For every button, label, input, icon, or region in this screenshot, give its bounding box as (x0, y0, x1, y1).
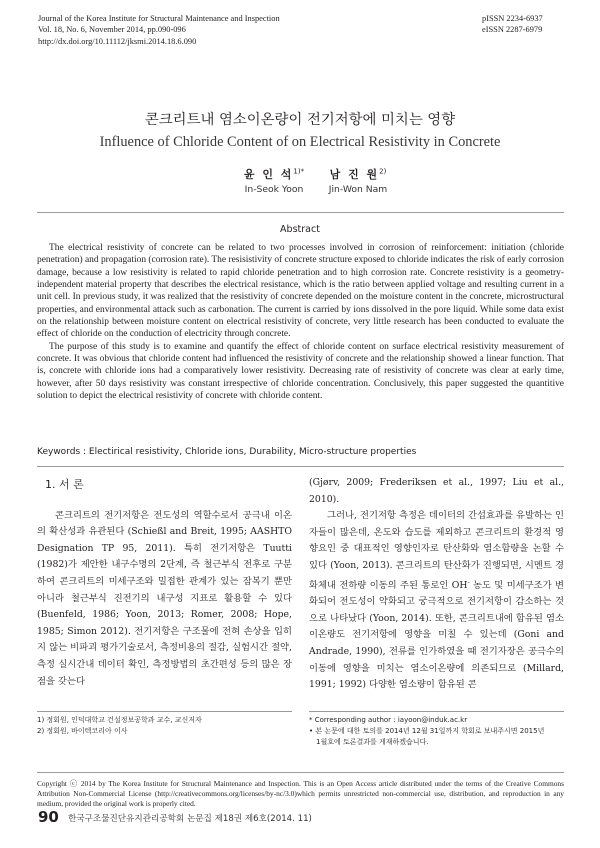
journal-volume: Vol. 18, No. 6, November 2014, pp.090-096 (38, 25, 186, 35)
footnote: 2) 정회원, 바이텍코리아 이사 (37, 727, 128, 735)
abstract-body (37, 242, 564, 402)
eissn: eISSN 2287-6979 (482, 25, 543, 35)
footnote-rule-left (37, 711, 292, 712)
abstract-heading: Abstract (280, 224, 320, 235)
author-2-korean: 남 진 원 (329, 168, 380, 181)
body-paragraph: (Gjørv, 2009; Frederiksen et al., 1997; Liu et al., 2010). (309, 477, 564, 505)
superscript-minus: - (467, 578, 470, 586)
abstract-top-rule (37, 212, 564, 213)
issn-block (482, 13, 543, 36)
copyright-rule (37, 772, 564, 773)
footnotes-left (37, 715, 292, 737)
right-column (309, 475, 564, 694)
body-text: 그러나, 전기저항 측정은 데이터의 간섭효과를 유발하는 인자들이 많은데, 온도와 습도를 제외하고 콘크리트의 환경적 영향요인 중 대표적인 영향인자로 탄산화와 염소함량을 논할 수 있다 (Yoon, 2013). 콘크리트의 탄산화가 진행되면, 시멘트 경화체내 전하량 이동의 주된 통로인 OH (309, 510, 564, 591)
pissn: pISSN 2234-6937 (482, 14, 543, 23)
footnote-rule-right (309, 711, 564, 712)
journal-footer-citation: 한국구조물진단유지관리공학회 논문집 제18권 제6호(2014. 11) (68, 814, 312, 824)
author-1-affiliation-mark: 1)* (293, 167, 305, 176)
author-1-korean: 윤 인 석 (243, 168, 294, 181)
abstract-paragraph: The purpose of this study is to examine and quantify the effect of chloride content on surface electrical resistivity measurement of concrete. It was obvious that chloride content had influenced the resistivity of concrete and the relationship showed a linear function. That is, concrete with chloride ions had a comparatively lower resistivity. Decreasing rate of resistivity of concrete was clear at early time, however, after 50 days resistivity was constant irrespective of chloride concentration. Conclusively, this paper suggested the quantitive solution to depict the electrical resistivity of concrete with chloride content. (37, 341, 564, 402)
abstract-paragraph: The electrical resistivity of concrete can be related to two processes involved in corrosion of reinforcement: initiation (chloride penetration) and propagation (corrosion rate). The resisistivity of concrete structure exposed to chloride indicates the risk of early corrosion damage, because a low resistivity is related to rapid chloride penetration and to high corrosion rate. Concrete resistivity is a geometry-independent material property that describes the electrical resistance, which is the ratio between applied voltage and resulting current in a unit cell. In previous study, it was realized that the resistivity of concrete depended on the moisture content in the concrete, microstructural properties, and environmental attack such as carbonation. The current is carried by ions dissolved in the pore liquid. While some data exist on the relationship between moisture content on electrical resistivity of concrete, very little research has been conducted to evaluate the effect of chloride on the conduction of electricity through concrete. (37, 243, 564, 340)
author-2 (298, 166, 418, 195)
title-korean: 콘크리트내 염소이온량이 전기저항에 미치는 영향 (144, 112, 456, 128)
corresponding-author: * Corresponding author : iayoon@induk.ac.kr (309, 716, 468, 724)
section-heading-introduction: 1. 서 론 (45, 478, 84, 491)
discussion-note: • 본 논문에 대한 토의를 2014년 12월 31일까지 학회로 보내주시면 2015년 (309, 727, 545, 735)
footnotes-right (309, 715, 564, 748)
title-english: Influence of Chloride Content of on Electrical Resistivity in Concrete (99, 134, 501, 150)
keywords: Keywords : Electirical resistivity, Chloride ions, Durability, Micro-structure properties (37, 447, 417, 457)
discussion-note-cont: 1월호에 토론결과를 게재하겠습니다. (316, 738, 429, 746)
journal-header (38, 13, 280, 47)
body-text: 농도 및 미세구조가 변화되어 전도성이 약화되고 궁극적으로 전기저항이 감소하는 것으로 나타났다 (Yoon, 2014). 또한, 콘크리트내에 함유된 염소이온량도 전기저항에 영향을 미칠 수 있는데 (Goni and Andrade, 1990), 전류를 인가하였을 때 전기자장은 공극수의 이동에 영향을 미치는 염소이온량에 의존되므로 (Millard, 1991; 1992) 다양한 염소량이 함유된 콘 (309, 579, 564, 691)
abstract-bottom-rule (37, 466, 564, 467)
left-column (37, 477, 292, 690)
copyright-notice: Copyright ⓒ 2014 by The Korea Institute for Structural Maintenance and Inspection. This is an Open Access article distributed under the terms of the Creative Commons Attribution Non-Commercial License (http://creativecommons.org/licenses/by-nc/3.0)which permits unrestricted non-commercial use, distribution, and reproduction in any medium, provided the original work is properly cited. (37, 779, 564, 808)
body-paragraph: 콘크리트의 전기저항은 전도성의 역할수로서 공극내 이온의 확산성과 유관된다 (Schießl and Breit, 1995; AASHTO Designation TP 95, 2011). 특히 전기저항은 Tuutti (1982)가 제안한 내구수명의 2단계, 즉 철근부식 전후로 구분하여 콘크리트의 미세구조와 밀접한 관계가 있는 잠복기 뿐만 아니라 철근부식 진전기의 내구성 지표로 활용할 수 있다 (Buenfeld, 1986; Yoon, 2013; Romer, 2008; Hope, 1985; Simon 2012). 전기저항은 구조물에 전혀 손상을 입히지 않는 비파괴 평가기술로서, 측정비용의 절감, 실험시간 절약, 측정 실시간내 데이터 확인, 측정방법의 초간편성 등의 많은 장점을 갖는다 (37, 509, 292, 687)
footnote: 1) 정회원, 인덕대학교 건설정보공학과 교수, 교신저자 (37, 716, 202, 724)
author-1-english: In-Seok Yoon (244, 184, 304, 195)
author-2-english: Jin-Won Nam (328, 184, 388, 195)
author-2-affiliation-mark: 2) (379, 167, 387, 176)
doi-link[interactable]: http://dx.doi.org/10.11112/jksmi.2014.18.6.090 (38, 36, 197, 46)
body-paragraph (309, 508, 564, 694)
journal-name: Journal of the Korea Institute for Structural Maintenance and Inspection (38, 14, 280, 23)
page-number: 90 (38, 808, 59, 826)
